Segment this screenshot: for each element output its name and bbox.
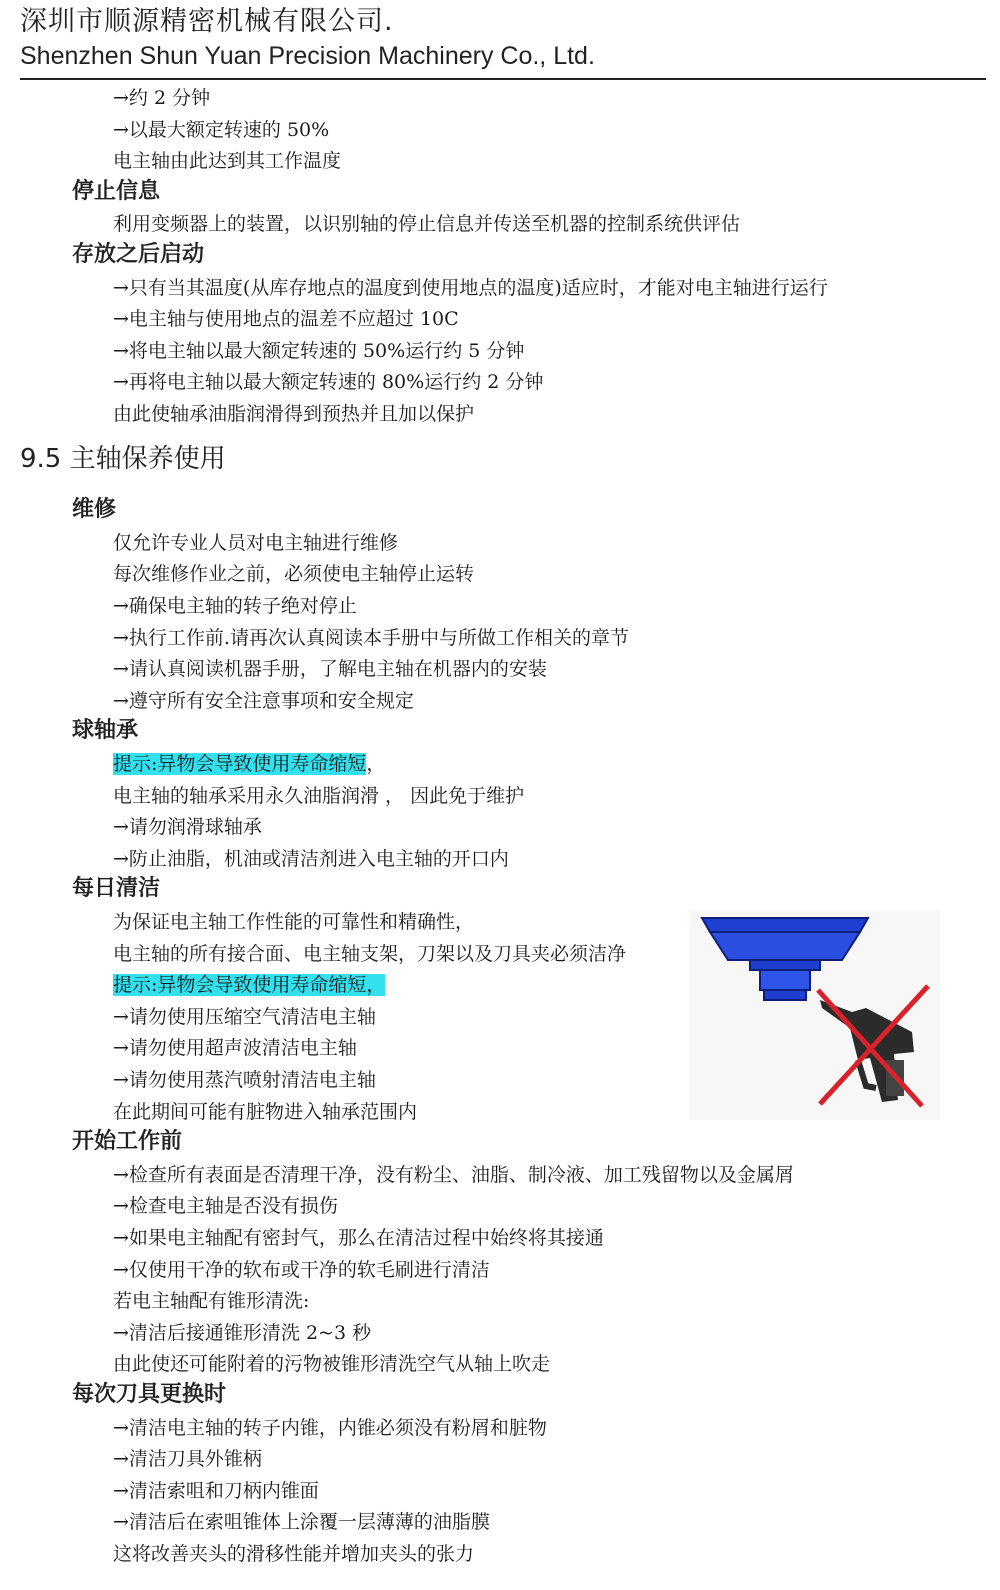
subsection-heading: 每次刀具更换时	[72, 1382, 227, 1407]
bullet-item: →请勿使用压缩空气清洁电主轴	[113, 1005, 376, 1028]
highlighted-hint: 提示:异物会导致使用寿命缩短，	[113, 974, 386, 997]
hint-tail: ，	[366, 753, 386, 775]
company-name-cn: 深圳市顺源精密机械有限公司.	[20, 6, 394, 37]
hint-line	[113, 971, 385, 999]
bullet-item: →再将电主轴以最大额定转速的 80%运行约 2 分钟	[113, 371, 544, 394]
body-text: 电主轴的轴承采用永久油脂润滑 ， 因此免于维护	[113, 784, 525, 807]
bullet-item: →以最大额定转速的 50%	[113, 118, 330, 141]
bullet-item: →只有当其温度(从库存地点的温度到使用地点的温度)适应时，才能对电主轴进行运行	[113, 276, 828, 299]
company-name-en: Shenzhen Shun Yuan Precision Machinery Co., Ltd.	[20, 42, 595, 70]
body-text: 由此使还可能附着的污物被锥形清洗空气从轴上吹走	[113, 1353, 551, 1376]
bullet-item: →检查电主轴是否没有损伤	[113, 1195, 338, 1218]
subsection-heading: 存放之后启动	[72, 242, 205, 267]
bullet-item: →防止油脂，机油或清洁剂进入电主轴的开口内	[113, 847, 509, 870]
bullet-item: →电主轴与使用地点的温差不应超过 10C	[113, 308, 459, 331]
hint-line	[113, 750, 385, 778]
bullet-item: →确保电主轴的转子绝对停止	[113, 595, 357, 617]
bullet-item: →将电主轴以最大额定转速的 50%运行约 5 分钟	[113, 339, 525, 362]
bullet-item: →清洁电主轴的转子内锥，内锥必须没有粉屑和脏物	[113, 1416, 547, 1439]
subsection-heading: 停止信息	[72, 178, 161, 204]
subsection-heading: 开始工作前	[72, 1129, 183, 1155]
bullet-item: →约 2 分钟	[113, 87, 211, 109]
page-header	[20, 4, 986, 72]
bullet-item: →请认真阅读机器手册，了解电主轴在机器内的安装	[113, 658, 547, 681]
bullet-item: →如果电主轴配有密封气，那么在清洁过程中始终将其接通	[113, 1227, 604, 1249]
header-divider	[20, 78, 986, 80]
bullet-item: →检查所有表面是否清理干净，没有粉尘、油脂、制冷液、加工残留物以及金属屑	[113, 1163, 794, 1186]
bullet-item: →清洁后接通锥形清洗 2~3 秒	[113, 1321, 372, 1344]
body-text: 为保证电主轴工作性能的可靠性和精确性，	[113, 911, 475, 933]
bullet-item: →请勿使用超声波清洁电主轴	[113, 1037, 357, 1060]
subsection-heading: 球轴承	[72, 718, 139, 744]
bullet-item: →执行工作前.请再次认真阅读本手册中与所做工作相关的章节	[113, 626, 629, 649]
bullet-item: →仅使用干净的软布或干净的软毛刷进行清洁	[113, 1258, 490, 1281]
body-text: 若电主轴配有锥形清洗:	[113, 1290, 310, 1313]
body-text: 仅允许专业人员对电主轴进行维修	[113, 531, 399, 554]
body-text: 由此使轴承油脂润滑得到预热并且加以保护	[113, 403, 475, 425]
body-text: 利用变频器上的装置，以识别轴的停止信息并传送至机器的控制系统供评估	[113, 213, 741, 236]
body-text: 在此期间可能有脏物进入轴承范围内	[113, 1100, 418, 1123]
body-text: 电主轴由此达到其工作温度	[113, 150, 342, 173]
highlighted-hint: 提示:异物会导致使用寿命缩短	[113, 753, 367, 775]
bullet-item: →请勿润滑球轴承	[113, 816, 262, 839]
subsection-heading: 维修	[72, 497, 117, 523]
bullet-item: →遵守所有安全注意事项和安全规定	[113, 689, 414, 712]
section-heading: 9.5 主轴保养使用	[20, 443, 226, 474]
bullet-item: →请勿使用蒸汽喷射清洁电主轴	[113, 1069, 376, 1091]
body-text: 这将改善夹头的滑移性能并增加夹头的张力	[113, 1543, 475, 1565]
bullet-item: →清洁索咀和刀柄内锥面	[113, 1479, 319, 1502]
no-compressed-air-cleaning-icon	[690, 910, 940, 1120]
body-text: 每次维修作业之前，必须使电主轴停止运转	[113, 563, 475, 586]
body-text: 电主轴的所有接合面、电主轴支架，刀架以及刀具夹必须洁净	[113, 942, 627, 965]
subsection-heading: 每日清洁	[72, 876, 161, 902]
bullet-item: →清洁后在索咀锥体上涂覆一层薄薄的油脂膜	[113, 1511, 490, 1534]
bullet-item: →清洁刀具外锥柄	[113, 1448, 262, 1471]
